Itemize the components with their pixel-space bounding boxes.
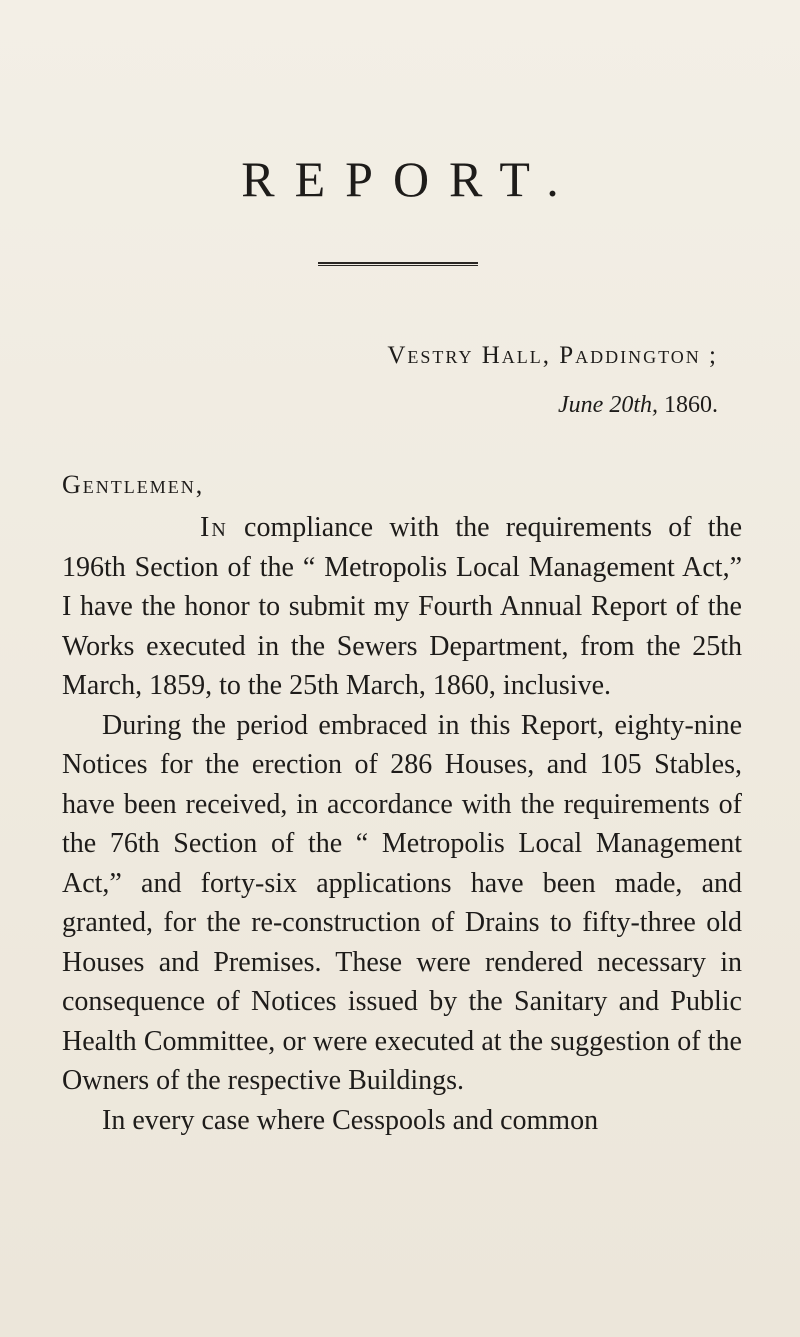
paragraph-2: During the period embraced in this Report, eighty-nine Notices for the erection of 286 Houses, and 105 Stables, have been received, in accordance with the requirements of the 76th Section of the “ Metropolis Local Management Act,” and forty-six applications have been made, and granted, for the re-construction of Drains to fifty-three old Houses and Premises. These were rendered necessary in consequence of Notices issued by the Sanitary and Public Health Committee, or were executed at the suggestion of the Owners of the respective Buildings. xyxy=(62,709,742,1096)
date-year: 1860. xyxy=(658,392,718,418)
address-line: Vestry Hall, Paddington ; xyxy=(387,342,718,369)
date-month-day: June 20th, xyxy=(558,392,658,418)
paragraph-3: In every case where Cesspools and common xyxy=(102,1104,599,1136)
paragraph-1-lead: In xyxy=(200,512,228,543)
report-body xyxy=(62,508,742,1140)
report-title: REPORT. xyxy=(241,151,579,207)
title-divider xyxy=(318,262,478,266)
salutation: Gentlemen, xyxy=(62,470,205,499)
date-line xyxy=(558,392,718,419)
paragraph-1-text: compliance with the requirements of the 196th Section of the “ Metropolis Local Management Act,” I have the honor to submit my Fourth Annual Report of the Works executed in the Sewers Department, from the 25th March, 1859, to the 25th March, 1860, inclusive. xyxy=(62,512,742,701)
paragraph-1 xyxy=(62,508,742,706)
